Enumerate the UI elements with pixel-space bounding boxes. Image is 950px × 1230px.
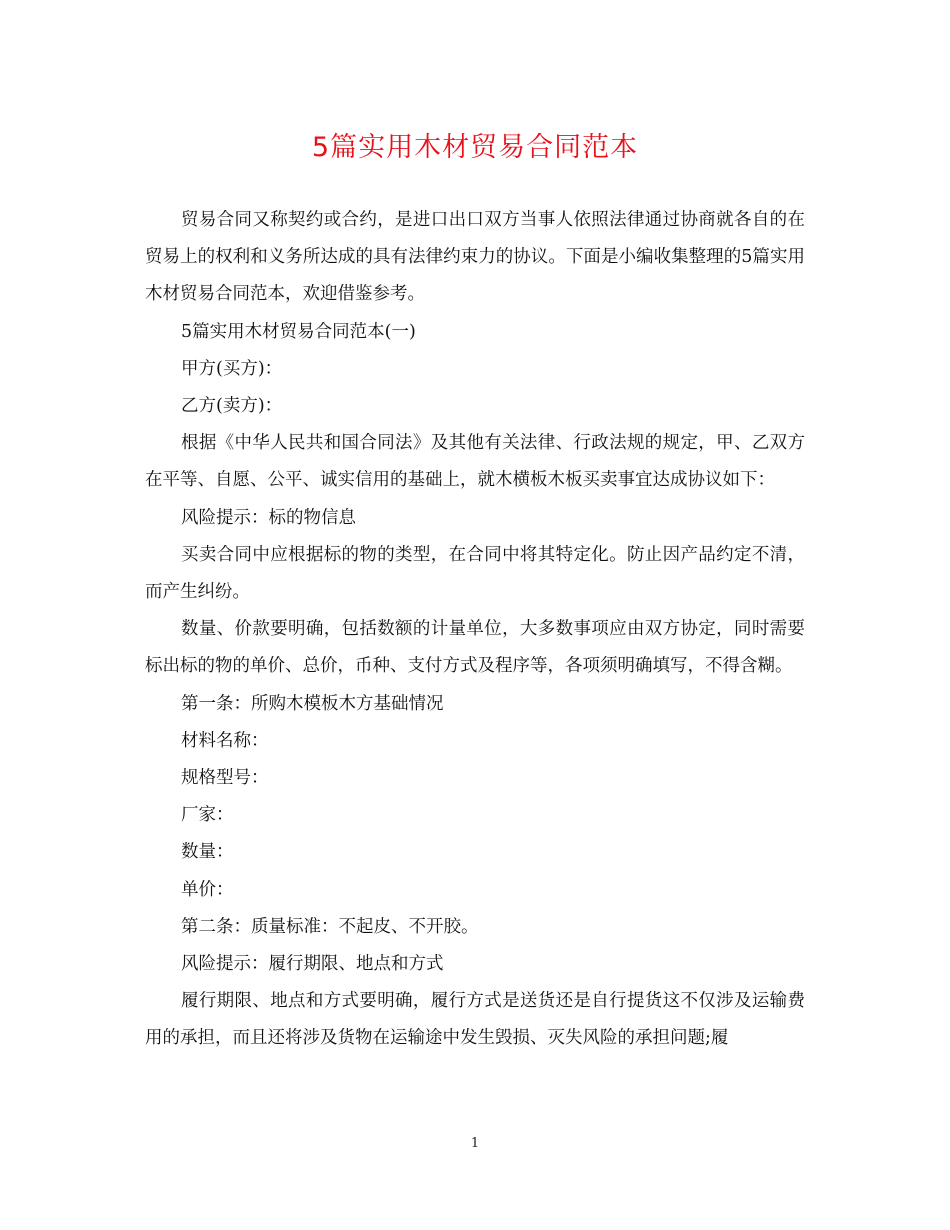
paragraph-party-a: 甲方(买方)： [181, 358, 283, 379]
paragraph-subject-note: 买卖合同中应根据标的物的类型，在合同中将其特定化。防止因产品约定不清，而产生纠纷。 [145, 544, 805, 603]
paragraph-spec-model: 规格型号： [181, 768, 269, 789]
paragraph-article-1: 第一条：所购木模板木方基础情况 [181, 693, 444, 714]
paragraph-party-b: 乙方(卖方)： [181, 396, 283, 417]
paragraph-manufacturer: 厂家： [181, 805, 234, 826]
paragraph-legal-basis: 根据《中华人民共和国合同法》及其他有关法律、行政法规的规定，甲、乙双方在平等、自愿、公平、诚实信用的基础上，就木横板木板买卖事宜达成协议如下： [145, 433, 805, 491]
paragraph-intro: 贸易合同又称契约或合约，是进口出口双方当事人依照法律通过协商就各自的在贸易上的权利和义务所达成的具有法律约束力的协议。下面是小编收集整理的5篇实用木材贸易合同范本，欢迎借鉴参考。 [145, 210, 805, 305]
paragraph-material-name: 材料名称： [181, 730, 269, 751]
paragraph-risk-performance: 风险提示：履行期限、地点和方式 [181, 954, 444, 975]
paragraph-section-heading: 5篇实用木材贸易合同范本(一) [181, 321, 416, 342]
paragraph-article-2: 第二条：质量标准：不起皮、不开胶。 [181, 916, 479, 937]
paragraph-quantity: 数量： [181, 842, 234, 863]
paragraph-quantity-price: 数量、价款要明确，包括数额的计量单位，大多数事项应由双方协定，同时需要标出标的物的单价、总价，币种、支付方式及程序等，各项须明确填写，不得含糊。 [145, 619, 805, 677]
paragraph-risk-subject: 风险提示：标的物信息 [181, 507, 356, 528]
document-body [145, 202, 805, 1058]
paragraph-performance-note: 履行期限、地点和方式要明确，履行方式是送货还是自行提货这不仅涉及运输费用的承担，而且还将涉及货物在运输途中发生毁损、灭失风险的承担问题;履 [145, 991, 805, 1049]
paragraph-unit-price: 单价： [181, 879, 234, 900]
document-title: 5篇实用木材贸易合同范本 [311, 132, 639, 163]
page-number: 1 [470, 1136, 480, 1151]
